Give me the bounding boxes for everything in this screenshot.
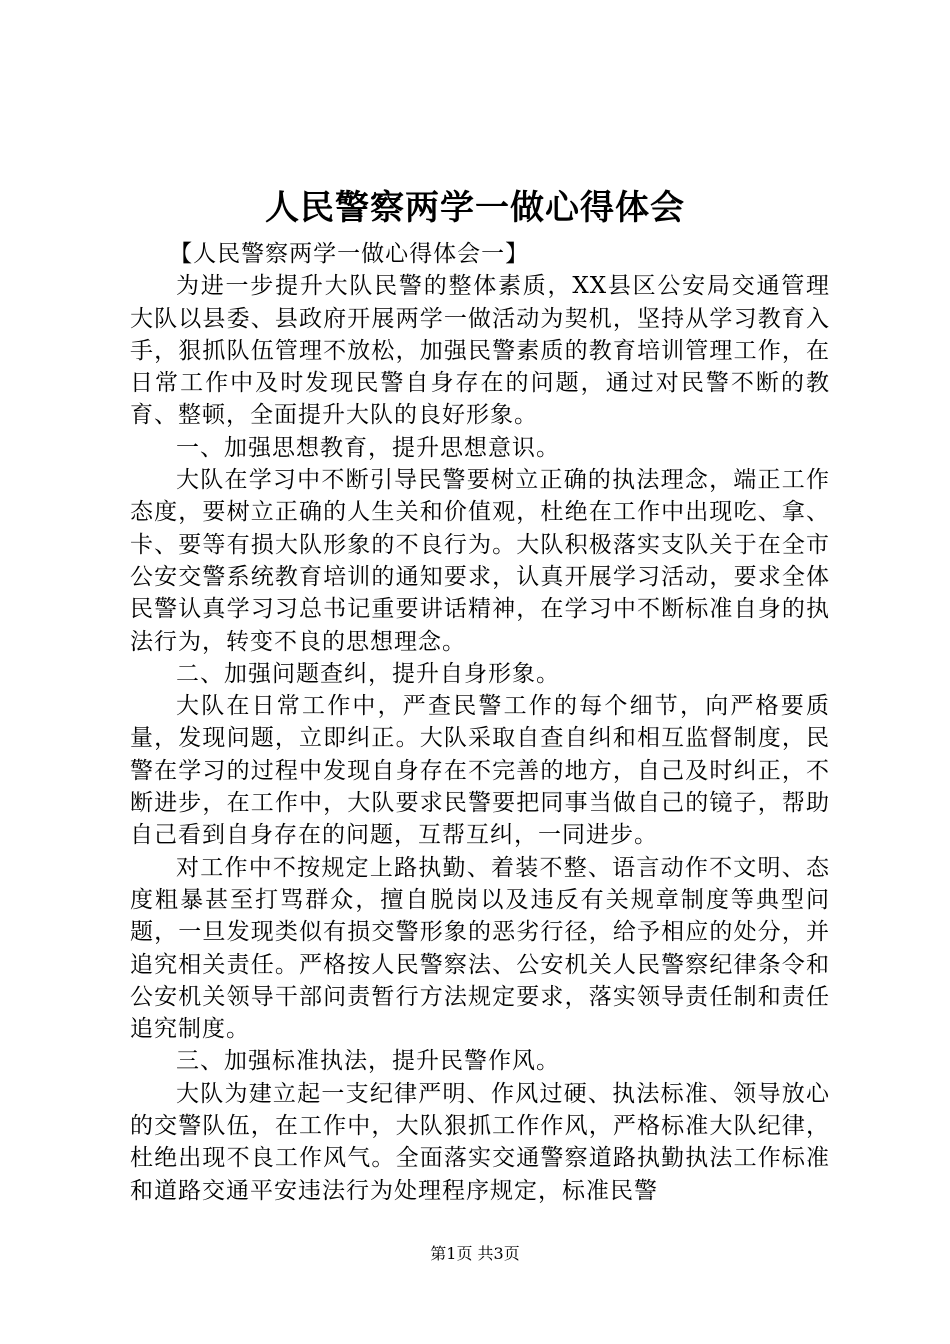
paragraph: 大队在日常工作中，严查民警工作的每个细节，向严格要质量，发现问题，立即纠正。大队采取自查自纠和相互监督制度，民警在学习的过程中发现自身存在不完善的地方，自己及时纠正，不断进步，在工作中，大队要求民警要把同事当做自己的镜子，帮助自己看到自身存在的问题，互帮互纠，一同进步。: [130, 693, 830, 849]
section-heading: 三、加强标准执法，提升民警作风。: [176, 1048, 560, 1075]
document-title: 人民警察两学一做心得体会: [265, 188, 685, 228]
section-heading: 一、加强思想教育，提升思想意识。: [176, 434, 560, 461]
paragraph: 对工作中不按规定上路执勤、着装不整、语言动作不文明、态度粗暴甚至打骂群众，擅自脱岗以及违反有关规章制度等典型问题，一旦发现类似有损交警形象的恶劣行径，给予相应的处分，并追究相关责任。严格按人民警察法、公安机关人民警察纪律条令和公安机关领导干部问责暂行方法规定要求，落实领导责任制和责任追究制度。: [130, 854, 830, 1043]
document-body: [130, 238, 830, 1207]
paragraph: 为进一步提升大队民警的整体素质，XX县区公安局交通管理大队以县委、县政府开展两学一做活动为契机，坚持从学习教育入手，狠抓队伍管理不放松，加强民警素质的教育培训管理工作，在日常工作中及时发现民警自身存在的问题，通过对民警不断的教育、整顿，全面提升大队的良好形象。: [130, 273, 830, 429]
paragraph: 大队在学习中不断引导民警要树立正确的执法理念，端正工作态度，要树立正确的人生关和价值观，杜绝在工作中出现吃、拿、卡、要等有损大队形象的不良行为。大队积极落实支队关于在全市公安交警系统教育培训的通知要求，认真开展学习活动，要求全体民警认真学习习总书记重要讲话精神，在学习中不断标准自身的执法行为，转变不良的思想理念。: [130, 467, 830, 655]
document-subtitle: 【人民警察两学一做心得体会一】: [169, 241, 530, 267]
section-heading: 二、加强问题查纠，提升自身形象。: [176, 660, 560, 687]
page-footer: 第1页 共3页: [430, 1244, 520, 1263]
paragraph: 大队为建立起一支纪律严明、作风过硬、执法标准、领导放心的交警队伍，在工作中，大队狠抓工作作风，严格标准大队纪律，杜绝出现不良工作风气。全面落实交通警察道路执勤执法工作标准和道路交通平安违法行为处理程序规定，标准民警: [130, 1080, 830, 1204]
